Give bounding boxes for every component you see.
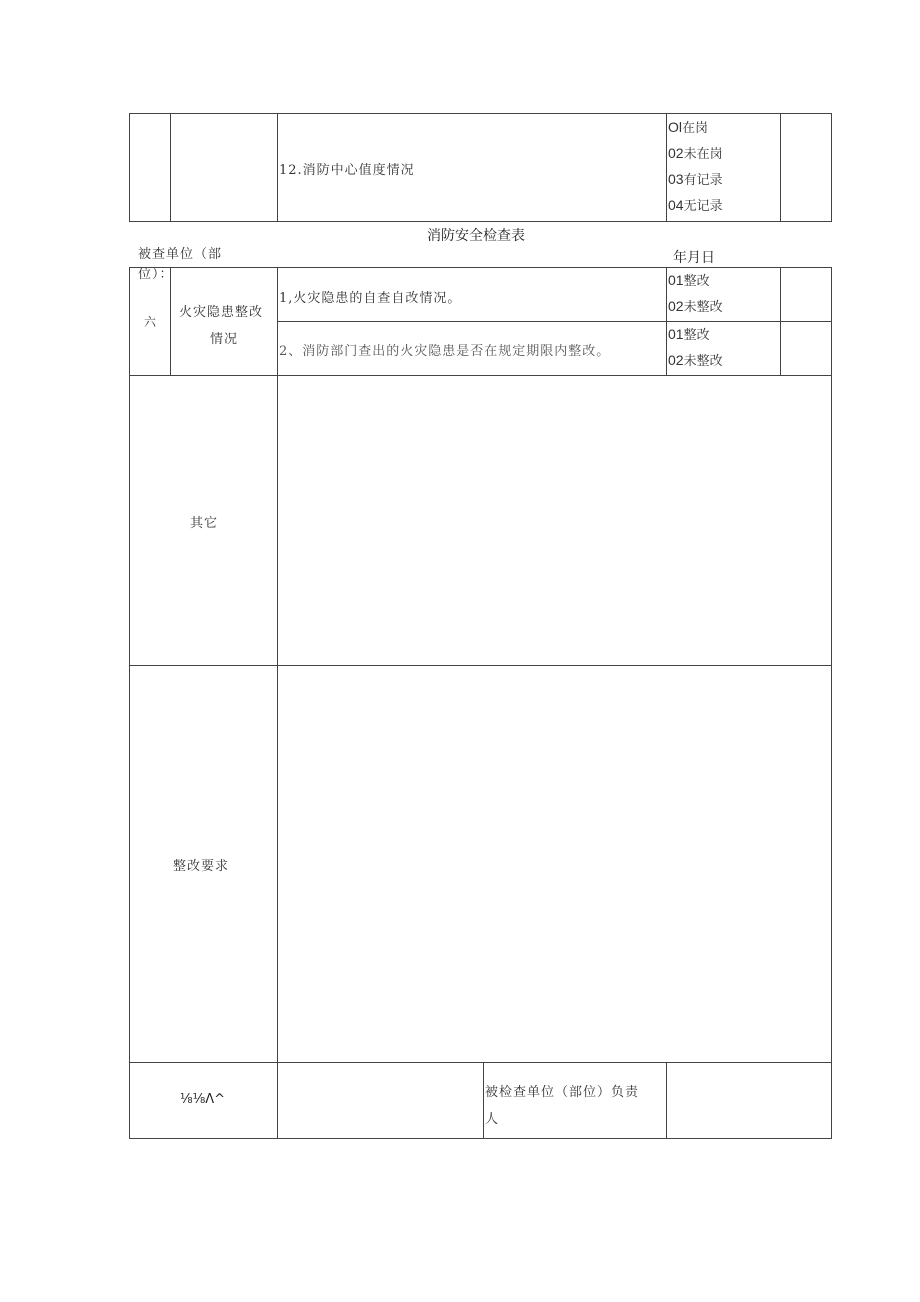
option-code: Ol xyxy=(668,119,682,135)
option-code: 01 xyxy=(668,272,684,288)
section6-row-divider xyxy=(277,321,832,322)
option-not-rectified xyxy=(668,296,723,315)
top-table-top-border xyxy=(129,113,832,114)
top-table-border-right xyxy=(831,113,832,221)
rectification-requirements-input-area[interactable] xyxy=(278,666,831,1062)
section-number: 六 xyxy=(144,315,158,329)
date-label: 年月日 xyxy=(673,251,715,266)
table-top-border xyxy=(129,267,832,268)
section-category: 火灾隐患整改 xyxy=(179,305,264,320)
inspected-unit-label-cont: 位）： xyxy=(138,267,174,282)
inspector-signature-field[interactable] xyxy=(278,1063,483,1138)
top-table-divider xyxy=(277,113,278,221)
option-off-duty xyxy=(668,143,723,162)
option-label: 未在岗 xyxy=(683,147,723,162)
option-has-record xyxy=(668,169,723,188)
option-label: 在岗 xyxy=(682,121,709,136)
form-title: 消防安全检查表 xyxy=(427,229,525,244)
table-border-right xyxy=(831,267,832,1138)
option-code: 04 xyxy=(668,197,684,213)
inspected-unit-label: 被查单位（部 xyxy=(138,247,223,262)
option-label: 整改 xyxy=(683,328,710,343)
other-label: 其它 xyxy=(190,516,219,531)
option-no-record xyxy=(668,195,723,214)
option-rectified xyxy=(668,324,710,343)
top-table-divider xyxy=(170,113,171,221)
option-on-duty xyxy=(668,117,708,136)
option-code: 03 xyxy=(668,171,684,187)
option-label: 未整改 xyxy=(683,354,723,369)
check-item-deadline-rectification: 2、消防部门查出的火灾隐患是否在规定期限内整改。 xyxy=(279,344,611,359)
responsible-person-label-cont: 人 xyxy=(485,1112,500,1127)
responsible-person-label: 被检查单位（部位）负责 xyxy=(485,1085,640,1100)
table-bottom-border xyxy=(129,1138,832,1139)
option-code: 01 xyxy=(668,326,684,342)
option-code: 02 xyxy=(668,145,684,161)
other-input-area[interactable] xyxy=(278,376,831,665)
top-table-bottom-border xyxy=(129,221,832,222)
table-border-left xyxy=(129,267,130,1138)
check-item-12: 12.消防中心值度情况 xyxy=(279,163,415,178)
section-category-cont: 情况 xyxy=(210,332,239,347)
options-column-divider xyxy=(666,267,667,375)
top-table-border-left xyxy=(129,113,130,221)
option-label: 有记录 xyxy=(683,173,723,188)
inspector-signature-label: ⅛⅛Λ^ xyxy=(180,1092,225,1107)
option-code: 02 xyxy=(668,352,684,368)
responsible-person-signature-field[interactable] xyxy=(667,1063,831,1138)
top-table-divider xyxy=(780,113,781,221)
check-item-self-rectification: 1,火灾隐患的自查自改情况。 xyxy=(279,291,462,306)
section6-number-divider xyxy=(170,267,171,375)
option-not-rectified xyxy=(668,350,723,369)
option-rectified xyxy=(668,270,710,289)
rectification-requirements-label: 整改要求 xyxy=(173,859,230,874)
top-table-divider xyxy=(666,113,667,221)
option-label: 未整改 xyxy=(683,300,723,315)
option-label: 无记录 xyxy=(683,199,723,214)
option-code: 02 xyxy=(668,298,684,314)
result-column-divider xyxy=(780,267,781,375)
footer-middle-divider xyxy=(483,1062,484,1138)
option-label: 整改 xyxy=(683,274,710,289)
